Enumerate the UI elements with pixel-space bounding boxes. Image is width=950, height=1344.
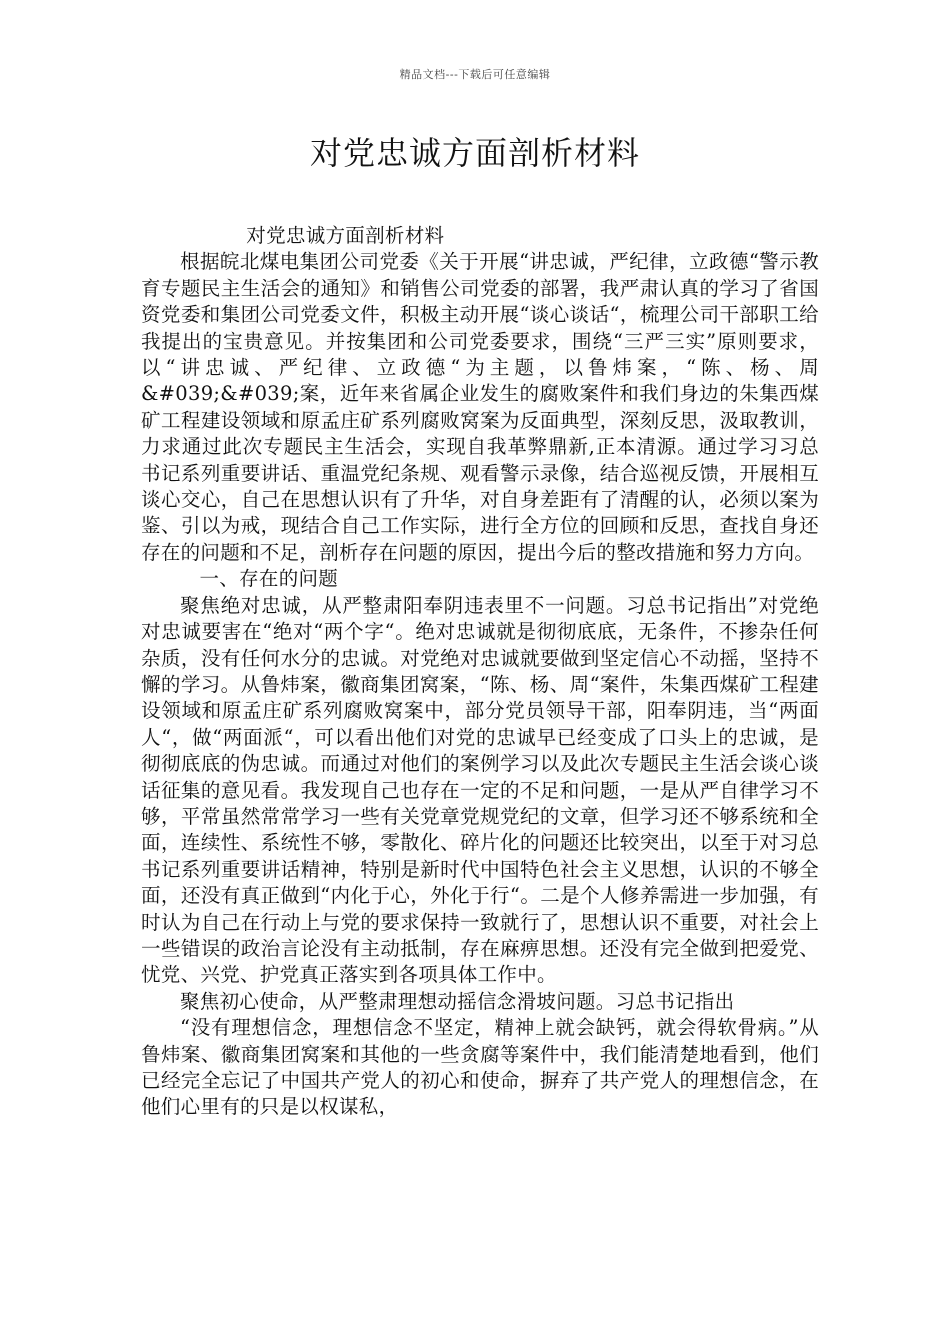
document-title: 对党忠诚方面剖析材料 [309,134,640,172]
paragraph-mission-quote: “没有理想信念，理想信念不坚定，精神上就会缺钙，就会得软骨病。”从鲁炜案、徽商集团窝案和其他的一些贪腐等案件中，我们能清楚地看到，他们已经完全忘记了中国共产党人的初心和使命，摒弃了共产党人的理想信念，在他们心里有的只是以权谋私， [141,1016,819,1119]
document-body [141,223,819,1121]
header-note: 精品文档---下载后可任意编辑 [399,68,551,81]
paragraph-intro: 根据皖北煤电集团公司党委《关于开展“讲忠诚，严纪律，立政德“警示教育专题民主生活会的通知》和销售公司党委的部署，我严肃认真的学习了省国资党委和集团公司党委文件，积极主动开展“谈心谈话“，梳理公司干部职工给我提出的宝贵意见。并按集团和公司党委要求，围绕“三严三实”原则要求，以“讲忠诚、严纪律、立政德“为主题，以鲁炜案，“陈、杨、周&#039;&#039;案，近年来省属企业发生的腐败案件和我们身边的朱集西煤矿工程建设领域和原孟庄矿系列腐败窝案为反面典型，深刻反思，汲取教训，力求通过此次专题民主生活会，实现自我革弊鼎新,正本清源。通过学习习总书记系列重要讲话、重温党纪条规、观看警示录像，结合巡视反馈，开展相互谈心交心，自己在思想认识有了升华，对自身差距有了清醒的认，必须以案为鉴、引以为戒，现结合自己工作实际，进行全方位的回顾和反思，查找自身还存在的问题和不足，剖析存在问题的原因，提出今后的整改措施和努力方向。 [141,250,819,564]
section-heading-problems: 一、存在的问题 [199,567,339,591]
document-subtitle: 对党忠诚方面剖析材料 [246,224,445,247]
paragraph-mission-intro: 聚焦初心使命，从严整肃理想动摇信念滑坡问题。习总书记指出 [180,989,735,1013]
paragraph-loyalty: 聚焦绝对忠诚，从严整肃阳奉阴违表里不一问题。习总书记指出”对党绝对忠诚要害在“绝对“两个字“。绝对忠诚就是彻彻底底，无条件，不掺杂任何杂质，没有任何水分的忠诚。对党绝对忠诚就要做到坚定信心不动摇，坚持不懈的学习。从鲁炜案，徽商集团窝案，“陈、杨、周“案件，朱集西煤矿工程建设领域和原孟庄矿系列腐败窝案中，部分党员领导干部，阳奉阴违，当“两面人“，做“两面派“，可以看出他们对党的忠诚早已经变成了口头上的忠诚，是彻彻底底的伪忠诚。而通过对他们的案例学习以及此次专题民主生活会谈心谈话征集的意见看。我发现自己也存在一定的不足和问题，一是从严自律学习不够，平常虽然常常学习一些有关党章党规党纪的文章，但学习还不够系统和全面，连续性、系统性不够，零散化、碎片化的问题还比较突出，以至于对习总书记系列重要讲话精神，特别是新时代中国特色社会主义思想，认识的不够全面，还没有真正做到“内化于心，外化于行“。二是个人修养需进一步加强，有时认为自己在行动上与党的要求保持一致就行了，思想认识不重要，对社会上一些错误的政治言论没有主动抵制，存在麻痹思想。还没有完全做到把爱党、忧党、兴党、护党真正落实到各项具体工作中。 [141,593,819,987]
